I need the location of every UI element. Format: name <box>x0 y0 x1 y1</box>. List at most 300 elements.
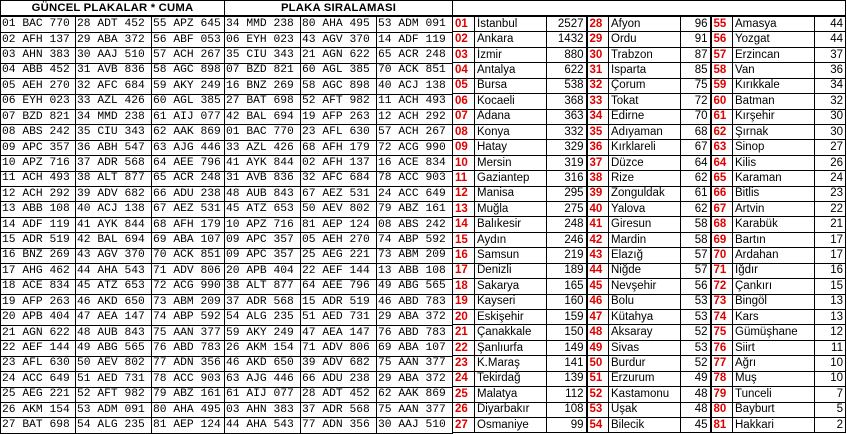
city-code-cell[interactable]: 26 <box>453 402 475 417</box>
plate-cell[interactable]: 54 ALG 235 <box>225 310 301 325</box>
plate-cell[interactable]: 14 ADF 119 <box>1 217 76 232</box>
city-name-cell[interactable]: Şırnak <box>733 124 815 139</box>
city-name-cell[interactable]: Diyarbakır <box>475 402 547 417</box>
city-name-cell[interactable]: Edirne <box>609 109 681 124</box>
plate-cell[interactable]: 63 AJG 446 <box>225 372 301 387</box>
city-code-cell[interactable]: 75 <box>711 325 733 340</box>
plate-cell[interactable]: 25 AEG 221 <box>301 248 377 263</box>
plate-cell[interactable]: 31 AVB 836 <box>76 63 152 78</box>
plate-cell[interactable]: 35 CIU 343 <box>225 48 301 63</box>
city-count-cell[interactable]: 5 <box>815 402 846 417</box>
city-code-cell[interactable]: 38 <box>587 171 609 186</box>
city-count-cell[interactable]: 75 <box>681 78 711 93</box>
plate-cell[interactable]: 05 AEH 270 <box>1 79 76 94</box>
plate-cell[interactable]: 29 ABA 372 <box>76 32 152 47</box>
city-name-cell[interactable]: Bartın <box>733 232 815 247</box>
city-name-cell[interactable]: Afyon <box>609 16 681 32</box>
plate-cell[interactable]: 03 AHN 383 <box>1 48 76 63</box>
city-code-cell[interactable]: 29 <box>587 32 609 47</box>
city-name-cell[interactable]: Ankara <box>475 32 547 47</box>
plate-cell[interactable]: 18 ACE 834 <box>1 279 76 294</box>
plate-cell[interactable]: 65 ACR 248 <box>377 48 453 63</box>
plate-cell[interactable]: 42 BAL 694 <box>225 109 301 124</box>
city-name-cell[interactable]: Bayburt <box>733 402 815 417</box>
city-code-cell[interactable]: 70 <box>711 248 733 263</box>
plate-cell[interactable]: 21 AGN 622 <box>1 325 76 340</box>
city-code-cell[interactable]: 04 <box>453 63 475 78</box>
plate-cell[interactable]: 78 ACC 903 <box>152 372 225 387</box>
city-count-cell[interactable]: 880 <box>547 47 587 62</box>
city-name-cell[interactable]: Trabzon <box>609 47 681 62</box>
city-name-cell[interactable]: Düzce <box>609 155 681 170</box>
city-count-cell[interactable]: 10 <box>815 371 846 386</box>
plate-cell[interactable]: 68 AFH 179 <box>152 217 225 232</box>
city-code-cell[interactable]: 35 <box>587 124 609 139</box>
city-count-cell[interactable]: 141 <box>547 356 587 371</box>
city-code-cell[interactable]: 66 <box>711 186 733 201</box>
plate-cell[interactable]: 47 AEA 147 <box>76 310 152 325</box>
city-count-cell[interactable]: 49 <box>681 371 711 386</box>
plate-cell[interactable]: 15 ADR 519 <box>301 295 377 310</box>
plate-cell[interactable]: 09 APC 357 <box>1 140 76 155</box>
plate-cell[interactable]: 53 ADM 091 <box>377 16 453 32</box>
city-name-cell[interactable]: Erzurum <box>609 371 681 386</box>
city-name-cell[interactable]: Niğde <box>609 263 681 278</box>
city-code-cell[interactable]: 39 <box>587 186 609 201</box>
plate-cell[interactable]: 69 ABA 107 <box>152 233 225 248</box>
city-name-cell[interactable]: Ağrı <box>733 356 815 371</box>
city-count-cell[interactable]: 363 <box>547 109 587 124</box>
city-count-cell[interactable]: 622 <box>547 63 587 78</box>
plate-cell[interactable]: 28 ADT 452 <box>301 387 377 402</box>
city-name-cell[interactable]: Malatya <box>475 387 547 402</box>
city-count-cell[interactable]: 45 <box>681 417 711 432</box>
city-name-cell[interactable]: Siirt <box>733 340 815 355</box>
city-count-cell[interactable]: 61 <box>681 186 711 201</box>
city-count-cell[interactable]: 57 <box>681 248 711 263</box>
city-count-cell[interactable]: 58 <box>681 232 711 247</box>
plate-cell[interactable]: 40 ACJ 138 <box>377 79 453 94</box>
plate-cell[interactable]: 08 ABS 242 <box>1 125 76 140</box>
plate-cell[interactable]: 49 ABG 565 <box>377 279 453 294</box>
plate-cell[interactable]: 33 AZL 426 <box>225 140 301 155</box>
plate-cell[interactable]: 07 BZD 821 <box>1 109 76 124</box>
city-name-cell[interactable]: Osmaniye <box>475 417 547 432</box>
plate-cell[interactable]: 31 AVB 836 <box>225 171 301 186</box>
city-count-cell[interactable]: 52 <box>681 325 711 340</box>
city-code-cell[interactable]: 50 <box>587 356 609 371</box>
city-count-cell[interactable]: 332 <box>547 124 587 139</box>
city-name-cell[interactable]: Muş <box>733 371 815 386</box>
city-code-cell[interactable]: 44 <box>587 263 609 278</box>
plate-cell[interactable]: 55 APZ 645 <box>152 16 225 32</box>
city-count-cell[interactable]: 17 <box>815 232 846 247</box>
city-name-cell[interactable]: İstanbul <box>475 16 547 32</box>
plate-cell[interactable]: 28 ADT 452 <box>76 16 152 32</box>
city-code-cell[interactable]: 48 <box>587 325 609 340</box>
plate-cell[interactable]: 73 ABM 209 <box>152 295 225 310</box>
city-count-cell[interactable]: 24 <box>815 171 846 186</box>
plate-cell[interactable]: 51 AED 731 <box>76 372 152 387</box>
city-count-cell[interactable]: 87 <box>681 47 711 62</box>
city-code-cell[interactable]: 67 <box>711 202 733 217</box>
plate-cell[interactable]: 26 AKM 154 <box>1 402 76 417</box>
city-count-cell[interactable]: 165 <box>547 279 587 294</box>
city-count-cell[interactable]: 85 <box>681 63 711 78</box>
city-code-cell[interactable]: 52 <box>587 387 609 402</box>
plate-cell[interactable]: 60 AGL 385 <box>301 63 377 78</box>
plate-cell[interactable]: 75 AAN 377 <box>377 402 453 417</box>
city-code-cell[interactable]: 05 <box>453 78 475 93</box>
city-count-cell[interactable]: 16 <box>815 263 846 278</box>
plate-cell[interactable]: 58 AGC 898 <box>152 63 225 78</box>
plate-cell[interactable]: 62 AAK 869 <box>377 387 453 402</box>
city-name-cell[interactable]: Konya <box>475 124 547 139</box>
city-count-cell[interactable]: 21 <box>815 217 846 232</box>
plate-cell[interactable]: 70 ACK 851 <box>152 248 225 263</box>
city-name-cell[interactable]: Ardahan <box>733 248 815 263</box>
plate-cell[interactable]: 43 AGV 370 <box>301 32 377 47</box>
city-name-cell[interactable]: Yalova <box>609 202 681 217</box>
plate-cell[interactable]: 61 AIJ 077 <box>152 109 225 124</box>
city-count-cell[interactable]: 275 <box>547 202 587 217</box>
city-count-cell[interactable]: 44 <box>815 32 846 47</box>
city-count-cell[interactable]: 368 <box>547 94 587 109</box>
city-name-cell[interactable]: Tunceli <box>733 387 815 402</box>
plate-cell[interactable]: 65 ACR 248 <box>152 171 225 186</box>
city-code-cell[interactable]: 69 <box>711 232 733 247</box>
city-name-cell[interactable]: Giresun <box>609 217 681 232</box>
city-count-cell[interactable]: 91 <box>681 32 711 47</box>
city-name-cell[interactable]: Şanlıurfa <box>475 340 547 355</box>
city-count-cell[interactable]: 37 <box>815 47 846 62</box>
plate-cell[interactable]: 41 AYK 844 <box>225 156 301 171</box>
city-count-cell[interactable]: 189 <box>547 263 587 278</box>
city-code-cell[interactable]: 45 <box>587 279 609 294</box>
city-count-cell[interactable]: 36 <box>815 63 846 78</box>
plate-cell[interactable]: 20 APB 404 <box>1 310 76 325</box>
city-code-cell[interactable]: 28 <box>587 16 609 32</box>
city-code-cell[interactable]: 40 <box>587 202 609 217</box>
city-count-cell[interactable]: 13 <box>815 294 846 309</box>
city-code-cell[interactable]: 64 <box>711 155 733 170</box>
city-name-cell[interactable]: Gümüşhane <box>733 325 815 340</box>
city-code-cell[interactable]: 65 <box>711 171 733 186</box>
city-code-cell[interactable]: 10 <box>453 155 475 170</box>
city-code-cell[interactable]: 77 <box>711 356 733 371</box>
city-name-cell[interactable]: Kocaeli <box>475 94 547 109</box>
plate-cell[interactable]: 05 AEH 270 <box>301 233 377 248</box>
plate-cell[interactable]: 72 ACG 990 <box>377 140 453 155</box>
city-name-cell[interactable]: Rize <box>609 171 681 186</box>
city-code-cell[interactable]: 17 <box>453 263 475 278</box>
city-code-cell[interactable]: 76 <box>711 340 733 355</box>
city-name-cell[interactable]: Mersin <box>475 155 547 170</box>
city-code-cell[interactable]: 30 <box>587 47 609 62</box>
city-code-cell[interactable]: 31 <box>587 63 609 78</box>
plate-cell[interactable]: 67 AEZ 531 <box>301 187 377 202</box>
city-code-cell[interactable]: 25 <box>453 387 475 402</box>
plate-cell[interactable]: 41 AYK 844 <box>76 217 152 232</box>
plate-cell[interactable]: 29 ABA 372 <box>377 310 453 325</box>
plate-cell[interactable]: 02 AFH 137 <box>1 32 76 47</box>
plate-cell[interactable]: 23 AFL 630 <box>1 356 76 371</box>
city-code-cell[interactable]: 60 <box>711 94 733 109</box>
plate-cell[interactable]: 20 APB 404 <box>225 264 301 279</box>
plate-cell[interactable]: 37 ADR 568 <box>301 402 377 417</box>
city-name-cell[interactable]: Denizli <box>475 263 547 278</box>
city-code-cell[interactable]: 22 <box>453 340 475 355</box>
plate-cell[interactable]: 01 BAC 770 <box>1 16 76 32</box>
city-name-cell[interactable]: Tekirdağ <box>475 371 547 386</box>
city-count-cell[interactable]: 53 <box>681 310 711 325</box>
city-count-cell[interactable]: 70 <box>681 109 711 124</box>
plate-cell[interactable]: 21 AGN 622 <box>301 48 377 63</box>
plate-cell[interactable]: 06 EYH 023 <box>1 94 76 109</box>
city-name-cell[interactable]: Bursa <box>475 78 547 93</box>
plate-cell[interactable]: 50 AEV 802 <box>76 356 152 371</box>
plate-cell[interactable]: 11 ACH 493 <box>1 171 76 186</box>
plate-cell[interactable]: 26 AKM 154 <box>225 341 301 356</box>
plate-cell[interactable]: 80 AHA 495 <box>301 16 377 32</box>
plate-cell[interactable]: 70 ACK 851 <box>377 63 453 78</box>
city-code-cell[interactable]: 46 <box>587 294 609 309</box>
city-name-cell[interactable]: Samsun <box>475 248 547 263</box>
city-code-cell[interactable]: 27 <box>453 417 475 432</box>
plate-cell[interactable]: 59 AKY 249 <box>152 79 225 94</box>
plate-cell[interactable]: 39 ADV 682 <box>301 356 377 371</box>
plate-cell[interactable]: 75 AAN 377 <box>152 325 225 340</box>
plate-cell[interactable]: 77 ADN 356 <box>152 356 225 371</box>
city-code-cell[interactable]: 43 <box>587 248 609 263</box>
city-name-cell[interactable]: Balıkesir <box>475 217 547 232</box>
city-code-cell[interactable]: 71 <box>711 263 733 278</box>
city-name-cell[interactable]: Nevşehir <box>609 279 681 294</box>
city-name-cell[interactable]: Kilis <box>733 155 815 170</box>
plate-cell[interactable]: 44 AHA 543 <box>225 418 301 433</box>
plate-cell[interactable]: 79 ABZ 161 <box>377 202 453 217</box>
city-name-cell[interactable]: Kütahya <box>609 310 681 325</box>
city-code-cell[interactable]: 61 <box>711 109 733 124</box>
city-code-cell[interactable]: 02 <box>453 32 475 47</box>
city-count-cell[interactable]: 316 <box>547 171 587 186</box>
city-code-cell[interactable]: 08 <box>453 124 475 139</box>
plate-cell[interactable]: 17 AHG 462 <box>1 264 76 279</box>
city-code-cell[interactable]: 62 <box>711 124 733 139</box>
plate-cell[interactable]: 57 ACH 267 <box>377 125 453 140</box>
city-name-cell[interactable]: Kastamonu <box>609 387 681 402</box>
city-name-cell[interactable]: Antalya <box>475 63 547 78</box>
plate-cell[interactable]: 71 ADV 806 <box>152 264 225 279</box>
plate-cell[interactable]: 53 ADM 091 <box>76 402 152 417</box>
city-name-cell[interactable]: Mardin <box>609 232 681 247</box>
plates-header-left[interactable]: GÜNCEL PLAKALAR * CUMA <box>1 1 225 17</box>
plate-cell[interactable]: 13 ABB 108 <box>1 202 76 217</box>
city-code-cell[interactable]: 47 <box>587 310 609 325</box>
city-name-cell[interactable]: Kırıkkale <box>733 78 815 93</box>
city-count-cell[interactable]: 2527 <box>547 16 587 32</box>
plate-cell[interactable]: 22 AEF 144 <box>1 341 76 356</box>
city-code-cell[interactable]: 12 <box>453 186 475 201</box>
plate-cell[interactable]: 06 EYH 023 <box>225 32 301 47</box>
city-count-cell[interactable]: 67 <box>681 140 711 155</box>
city-code-cell[interactable]: 19 <box>453 294 475 309</box>
city-count-cell[interactable]: 68 <box>681 124 711 139</box>
city-name-cell[interactable]: İzmir <box>475 47 547 62</box>
city-code-cell[interactable]: 49 <box>587 340 609 355</box>
city-count-cell[interactable]: 246 <box>547 232 587 247</box>
city-count-cell[interactable]: 52 <box>681 356 711 371</box>
plate-cell[interactable]: 52 AFT 982 <box>301 94 377 109</box>
city-code-cell[interactable]: 41 <box>587 217 609 232</box>
plate-cell[interactable]: 62 AAK 869 <box>152 125 225 140</box>
city-code-cell[interactable]: 78 <box>711 371 733 386</box>
city-name-cell[interactable]: Karaman <box>733 171 815 186</box>
city-count-cell[interactable]: 329 <box>547 140 587 155</box>
plate-cell[interactable]: 24 ACC 649 <box>1 372 76 387</box>
city-code-cell[interactable]: 07 <box>453 109 475 124</box>
plate-cell[interactable]: 72 ACG 990 <box>152 279 225 294</box>
plate-cell[interactable]: 81 AEP 124 <box>301 217 377 232</box>
city-code-cell[interactable]: 20 <box>453 310 475 325</box>
plate-cell[interactable]: 57 ACH 267 <box>152 48 225 63</box>
city-code-cell[interactable]: 54 <box>587 417 609 432</box>
plate-cell[interactable]: 76 ABD 783 <box>377 325 453 340</box>
city-count-cell[interactable]: 10 <box>815 356 846 371</box>
city-name-cell[interactable]: Bolu <box>609 294 681 309</box>
city-count-cell[interactable]: 2 <box>815 417 846 432</box>
city-count-cell[interactable]: 11 <box>815 340 846 355</box>
city-name-cell[interactable]: Iğdır <box>733 263 815 278</box>
city-name-cell[interactable]: Bitlis <box>733 186 815 201</box>
plate-cell[interactable]: 23 AFL 630 <box>301 125 377 140</box>
city-count-cell[interactable]: 159 <box>547 310 587 325</box>
city-count-cell[interactable]: 248 <box>547 217 587 232</box>
city-count-cell[interactable]: 96 <box>681 16 711 32</box>
plate-cell[interactable]: 32 AFC 684 <box>301 171 377 186</box>
plate-cell[interactable]: 40 ACJ 138 <box>76 202 152 217</box>
city-code-cell[interactable]: 33 <box>587 94 609 109</box>
plate-cell[interactable]: 32 AFC 684 <box>76 79 152 94</box>
plate-cell[interactable]: 30 AAJ 510 <box>377 418 453 433</box>
city-code-cell[interactable]: 15 <box>453 232 475 247</box>
plate-cell[interactable]: 48 AUB 843 <box>225 187 301 202</box>
plate-cell[interactable]: 71 ADV 806 <box>301 341 377 356</box>
city-name-cell[interactable]: Gaziantep <box>475 171 547 186</box>
city-name-cell[interactable]: Tokat <box>609 94 681 109</box>
city-code-cell[interactable]: 63 <box>711 140 733 155</box>
city-code-cell[interactable]: 56 <box>711 32 733 47</box>
city-code-cell[interactable]: 80 <box>711 402 733 417</box>
city-code-cell[interactable]: 16 <box>453 248 475 263</box>
city-code-cell[interactable]: 42 <box>587 232 609 247</box>
plate-cell[interactable]: 16 ACE 834 <box>377 156 453 171</box>
plate-cell[interactable]: 61 AIJ 077 <box>225 387 301 402</box>
city-name-cell[interactable]: Uşak <box>609 402 681 417</box>
city-code-cell[interactable]: 72 <box>711 279 733 294</box>
city-code-cell[interactable]: 73 <box>711 294 733 309</box>
plate-cell[interactable]: 16 BNZ 269 <box>1 248 76 263</box>
plate-cell[interactable]: 19 AFP 263 <box>301 109 377 124</box>
city-count-cell[interactable]: 150 <box>547 325 587 340</box>
city-count-cell[interactable]: 538 <box>547 78 587 93</box>
plate-cell[interactable]: 12 ACH 292 <box>1 187 76 202</box>
city-count-cell[interactable]: 139 <box>547 371 587 386</box>
plate-cell[interactable]: 22 AEF 144 <box>301 264 377 279</box>
city-name-cell[interactable]: Eskişehir <box>475 310 547 325</box>
plate-cell[interactable]: 10 APZ 716 <box>225 217 301 232</box>
plate-cell[interactable]: 38 ALT 877 <box>76 171 152 186</box>
city-code-cell[interactable]: 14 <box>453 217 475 232</box>
city-code-cell[interactable]: 37 <box>587 155 609 170</box>
city-count-cell[interactable]: 15 <box>815 279 846 294</box>
cities-header-blank[interactable] <box>453 1 846 17</box>
city-count-cell[interactable]: 319 <box>547 155 587 170</box>
plate-cell[interactable]: 47 AEA 147 <box>301 325 377 340</box>
plate-cell[interactable]: 46 AKD 650 <box>76 295 152 310</box>
city-code-cell[interactable]: 23 <box>453 356 475 371</box>
plate-cell[interactable]: 27 BAT 698 <box>1 418 76 433</box>
city-count-cell[interactable]: 58 <box>681 217 711 232</box>
plate-cell[interactable]: 81 AEP 124 <box>152 418 225 433</box>
plate-cell[interactable]: 25 AEG 221 <box>1 387 76 402</box>
city-count-cell[interactable]: 56 <box>681 279 711 294</box>
city-count-cell[interactable]: 53 <box>681 340 711 355</box>
plate-cell[interactable]: 69 ABA 107 <box>377 341 453 356</box>
plate-cell[interactable]: 64 AEE 796 <box>301 279 377 294</box>
city-code-cell[interactable]: 21 <box>453 325 475 340</box>
plate-cell[interactable]: 02 AFH 137 <box>301 156 377 171</box>
city-name-cell[interactable]: Hatay <box>475 140 547 155</box>
plate-cell[interactable]: 12 ACH 292 <box>377 109 453 124</box>
city-code-cell[interactable]: 24 <box>453 371 475 386</box>
plate-cell[interactable]: 37 ADR 568 <box>76 156 152 171</box>
city-code-cell[interactable]: 32 <box>587 78 609 93</box>
plate-cell[interactable]: 39 ADV 682 <box>76 187 152 202</box>
city-code-cell[interactable]: 74 <box>711 310 733 325</box>
city-count-cell[interactable]: 30 <box>815 109 846 124</box>
city-count-cell[interactable]: 32 <box>815 94 846 109</box>
city-code-cell[interactable]: 53 <box>587 402 609 417</box>
plate-cell[interactable]: 45 ATZ 653 <box>76 279 152 294</box>
city-name-cell[interactable]: Isparta <box>609 63 681 78</box>
city-name-cell[interactable]: Muğla <box>475 202 547 217</box>
plate-cell[interactable]: 04 ABB 452 <box>1 63 76 78</box>
plate-cell[interactable]: 09 APC 357 <box>225 233 301 248</box>
city-code-cell[interactable]: 58 <box>711 63 733 78</box>
city-count-cell[interactable]: 149 <box>547 340 587 355</box>
city-code-cell[interactable]: 36 <box>587 140 609 155</box>
city-count-cell[interactable]: 53 <box>681 294 711 309</box>
plate-cell[interactable]: 79 ABZ 161 <box>152 387 225 402</box>
plate-cell[interactable]: 14 ADF 119 <box>377 32 453 47</box>
city-count-cell[interactable]: 62 <box>681 171 711 186</box>
city-count-cell[interactable]: 12 <box>815 325 846 340</box>
city-count-cell[interactable]: 17 <box>815 248 846 263</box>
city-count-cell[interactable]: 160 <box>547 294 587 309</box>
plate-cell[interactable]: 50 AEV 802 <box>301 202 377 217</box>
plate-cell[interactable]: 37 ADR 568 <box>225 295 301 310</box>
plate-cell[interactable]: 43 AGV 370 <box>76 248 152 263</box>
city-code-cell[interactable]: 13 <box>453 202 475 217</box>
city-name-cell[interactable]: Yozgat <box>733 32 815 47</box>
city-count-cell[interactable]: 99 <box>547 417 587 432</box>
plate-cell[interactable]: 56 ABF 053 <box>152 32 225 47</box>
plate-cell[interactable]: 66 ADU 238 <box>152 187 225 202</box>
plate-cell[interactable]: 13 ABB 108 <box>377 264 453 279</box>
city-code-cell[interactable]: 51 <box>587 371 609 386</box>
city-code-cell[interactable]: 68 <box>711 217 733 232</box>
